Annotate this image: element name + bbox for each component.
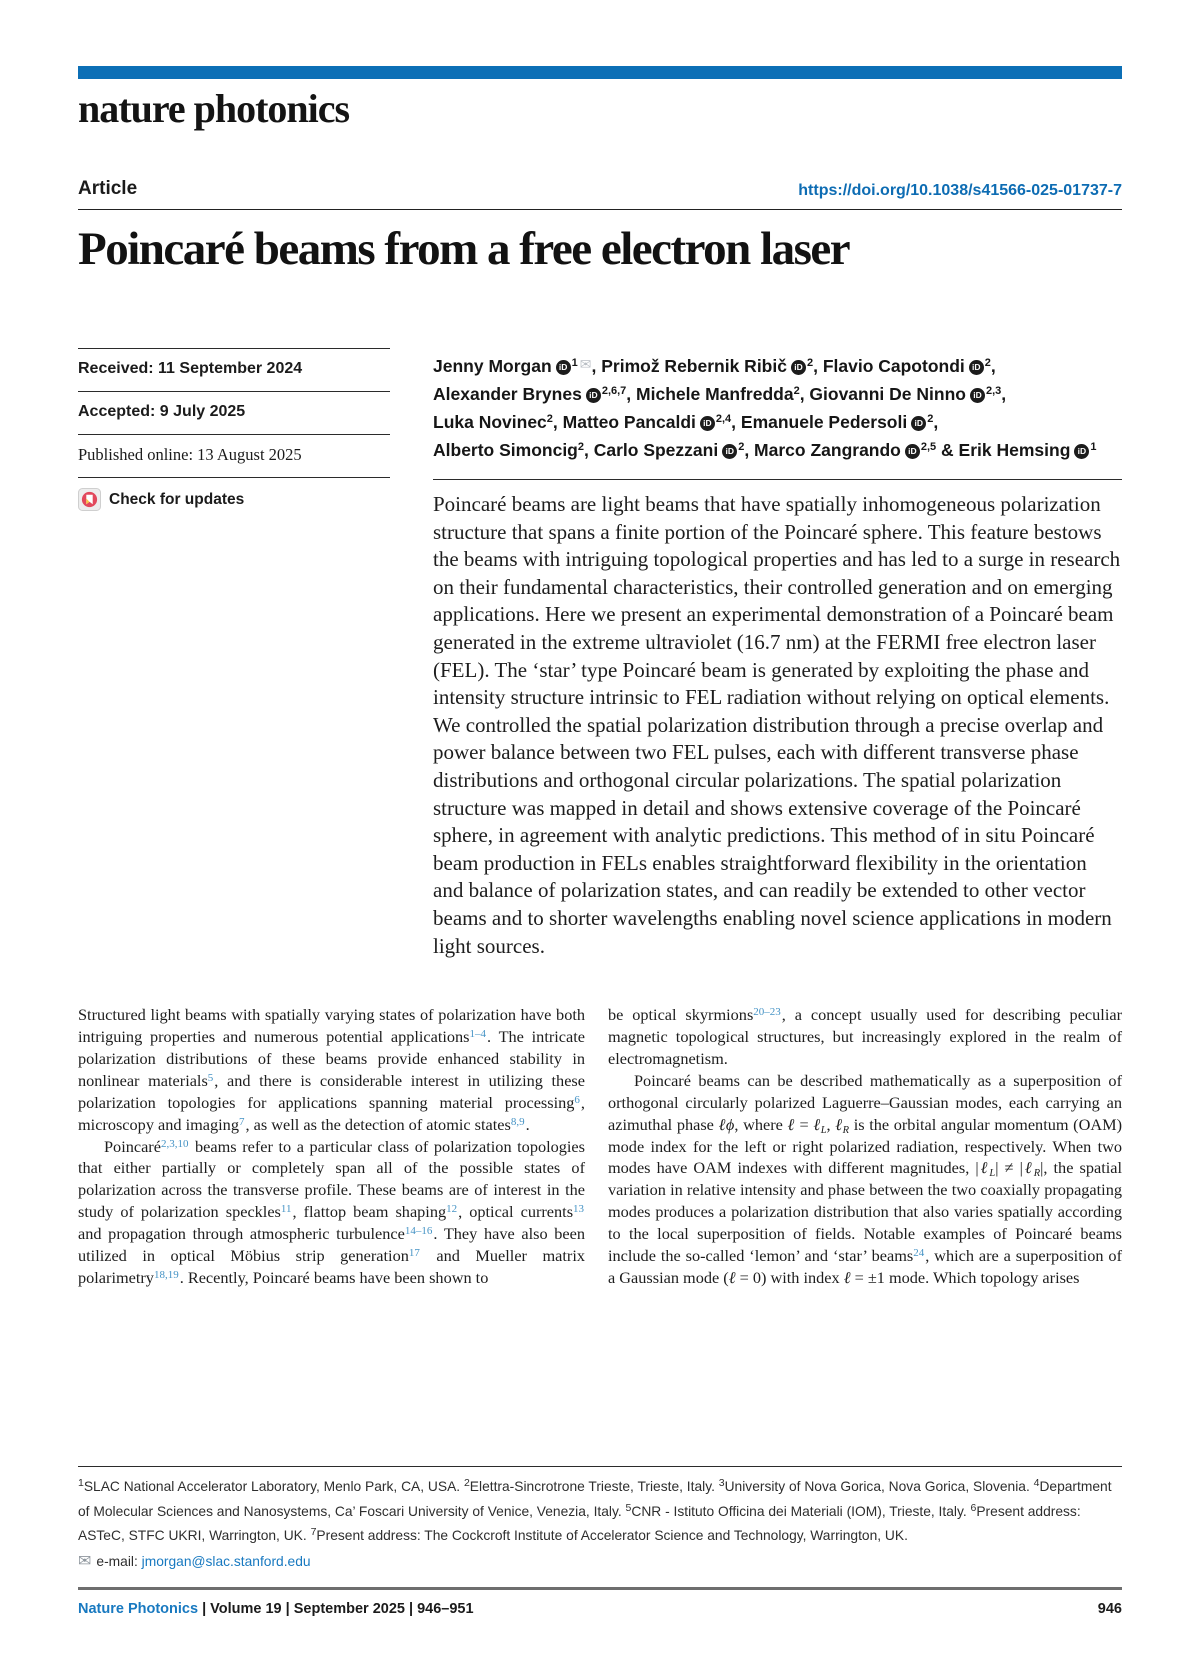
body-column-right [608, 1004, 1122, 1289]
meta-section [78, 348, 1122, 960]
orcid-icon[interactable]: iD [905, 444, 920, 459]
reference-link[interactable]: 8,9 [510, 1115, 525, 1128]
header-rule [78, 209, 1122, 210]
check-for-updates-label: Check for updates [109, 490, 245, 508]
reference-link[interactable]: 5 [207, 1071, 214, 1084]
received-date [78, 348, 390, 391]
reference-link[interactable]: 2,3,10 [160, 1137, 189, 1150]
reference-link[interactable]: 24 [913, 1247, 925, 1260]
math-symbol: ℓ [813, 1114, 821, 1134]
text-link[interactable]: jmorgan@slac.stanford.edu [141, 1553, 311, 1569]
subscript: L [820, 1124, 827, 1136]
article-type-label: Article [78, 178, 138, 199]
article-header-row [78, 178, 1122, 200]
footer-citation: Nature Photonics | Volume 19 | September 2025 | 946–951 [78, 1601, 474, 1618]
brand-bar [78, 66, 1122, 79]
body-paragraph: Poincaré$^{2,3,10}$ beams refer to a particular class of polarization topologies that either partially or completely span all of the possible states of polarization across the transverse profile. These beams are of interest in the study of polarization speckles$^{11}$, flattop beam shaping$^{12}$, optical currents$^{13}$ and propagation through atmospheric turbulence$^{14-16}$. They have also been utilized in optical Möbius strip generation$^{17}$ and Mueller matrix polarimetry$^{18,19}$. Recently, Poincaré beams have been shown to [78, 1136, 585, 1287]
reference-link[interactable]: 7 [238, 1115, 245, 1128]
author-line: Alexander Brynes iD $^{2,6,7}$, Michele Manfredda$^2$, Giovanni De Ninno iD $^{2,3}$, [433, 384, 1007, 404]
footer-row [78, 1601, 1122, 1617]
orcid-icon[interactable]: iD [791, 360, 806, 375]
abstract: Poincaré beams are light beams that have spatially inhomogeneous polarization structure that spans a finite portion of the Poincaré sphere. This feature bestows the beams with intriguing topological properties and has led to a surge in research on their fundamental characteristics, their controlled generation and on emerging applications. Here we present an experimental demonstration of a Poincaré beam generated in the extreme ultraviolet (16.7 nm) at the FERMI free electron laser (FEL). The ‘star’ type Poincaré beam is generated by exploiting the phase and intensity structure intrinsic to FEL radiation without relying on optical elements. We controlled the spatial polarization distribution through a precise overlap and power balance between two FEL pulses, each with different transverse phase distributions and orthogonal circular polarizations. The spatial polarization structure was mapped in detail and shows extensive coverage of the Poincaré sphere, in agreement with analytic predictions. This method of in situ Poincaré beam production in FELs enables straightforward flexibility in the orientation and balance of polarization states, and can readily be extended to other vector beams and to shorter wavelengths enabling novel science applications in modern light sources. [433, 492, 1121, 958]
orcid-icon[interactable]: iD [969, 360, 984, 375]
body-column-left [78, 1004, 585, 1289]
affiliation-superscript: 2 [927, 413, 934, 425]
affiliation-superscript: 7 [310, 1526, 317, 1539]
affiliation-superscript: 2 [793, 385, 800, 397]
reference-link[interactable]: 13 [573, 1203, 585, 1216]
affiliation-superscript: 3 [718, 1477, 725, 1489]
accepted-date [78, 391, 390, 434]
affiliation-superscript: 4 [1033, 1477, 1040, 1489]
article-page [78, 66, 1122, 1659]
body-paragraph: be optical skyrmions$^{20-23}$, a concept usually used for describing peculiar magnetic topological structures, but increasingly explored in the realm of electromagnetism. [608, 1005, 1122, 1068]
dates-column [78, 348, 390, 960]
reference-link[interactable]: 6 [574, 1093, 580, 1106]
affiliation-superscript: 5 [625, 1501, 632, 1514]
subscript: L [989, 1168, 996, 1180]
authors-abstract-column [433, 348, 1122, 960]
affiliation-superscript: 1 [571, 357, 578, 369]
math-symbol: ℓ [1022, 1158, 1034, 1178]
affiliation-superscript: 2 [546, 413, 553, 425]
affiliation-superscript: 1 [1090, 441, 1097, 453]
page-number: 946 [1097, 1601, 1122, 1618]
received-date-text: Received: 11 September 2024 [78, 360, 303, 377]
orcid-icon[interactable]: iD [700, 416, 715, 431]
accepted-date-text: Accepted: 9 July 2025 [78, 403, 246, 420]
affiliation-superscript: 2,6,7 [601, 385, 627, 397]
orcid-icon[interactable]: iD [722, 444, 737, 459]
published-date-text: Published online: 13 August 2025 [78, 445, 302, 464]
math-symbol: ℓ [835, 1114, 843, 1134]
footnote-rule [78, 1466, 1122, 1467]
body-paragraph: Structured light beams with spatially varying states of polarization have both intriguing properties and numerous potential applications$^{1-4}$. The intricate polarization distributions of these beams provide enhanced stability in nonlinear materials$^5$, and there is considerable interest in utilizing these polarization topologies for applications spanning material processing$^6$, microscopy and imaging$^7$, as well as the detection of atomic states$^{8,9}$. [78, 1005, 585, 1134]
orcid-icon[interactable]: iD [911, 416, 926, 431]
orcid-icon[interactable]: iD [1074, 444, 1089, 459]
doi-link[interactable]: https://doi.org/10.1038/s41566-025-01737-7 [798, 182, 1122, 199]
reference-link[interactable]: 12 [446, 1203, 458, 1216]
author-list [433, 352, 1122, 464]
math-symbol: ℓ [787, 1114, 795, 1134]
reference-link[interactable]: 14–16 [404, 1225, 433, 1238]
affiliation-superscript: 2 [984, 357, 991, 369]
math-symbol: ℓ [728, 1267, 736, 1287]
subscript: R [1033, 1168, 1041, 1180]
math-symbol: ℓ [843, 1267, 851, 1287]
crossmark-icon [78, 488, 101, 511]
orcid-icon[interactable]: iD [970, 388, 985, 403]
reference-link[interactable]: 11 [280, 1203, 292, 1216]
subscript: R [842, 1124, 850, 1136]
footnote-area [78, 1466, 1122, 1617]
affiliation-superscript: 2,5 [920, 441, 937, 453]
text-link[interactable]: Nature Photonics [78, 1601, 199, 1618]
abstract-rule [433, 479, 1122, 480]
page-title: Poincaré beams from a free electron laser [78, 223, 850, 275]
math-symbol: ℓ [978, 1158, 990, 1178]
envelope-icon[interactable]: ✉ [579, 357, 592, 373]
affiliation-superscript: 2 [463, 1477, 470, 1489]
affiliation-superscript: 2,3 [985, 385, 1002, 397]
author-line: Alberto Simoncig$^2$, Carlo Spezzani iD $^2$, Marco Zangrando iD $^{2,5}$ & Erik Hemsing iD $^1$ [433, 440, 1097, 460]
footer-rule [78, 1587, 1122, 1590]
reference-link[interactable]: 1–4 [469, 1028, 487, 1040]
orcid-icon[interactable]: iD [586, 388, 601, 403]
affiliations: $^1$SLAC National Accelerator Laboratory, Menlo Park, CA, USA. $^2$Elettra-Sincrotrone Trieste, Trieste, Italy. $^3$University of Nova Gorica, Nova Gorica, Slovenia. $^4$Department of Molecular Sciences and Nanosystems, Ca’ Foscari University of Venice, Venezia, Italy. $^5$CNR - Istituto Officina dei Materiali (IOM), Trieste, Italy. $^6$Present address: ASTeC, STFC UKRI, Warrington, UK. $^7$Present address: The Cockcroft Institute of Accelerator Science and Technology, Warrington, UK. ✉ e-mail: jmorgan@slac.stanford.edu [78, 1477, 1112, 1570]
affiliation-superscript: 2,4 [715, 413, 732, 425]
reference-link[interactable]: 17 [408, 1247, 420, 1260]
math-symbol: ℓϕ [718, 1114, 735, 1134]
body-paragraph: Poincaré beams can be described mathematically as a superposition of orthogonal circularly polarized Laguerre–Gaussian modes, each carrying an azimuthal phase ℓϕ, where ℓ = ℓL, ℓR is the orbital angular momentum (OAM) mode index for the left or right polarized radiation, respectively. When two modes have OAM indexes with different magnitudes, |ℓL| ≠ |ℓR|, the spatial variation in relative intensity and phase between the two coaxially propagating modes produces a polarization distribution that also varies spatially according to the local superposition of fields. Notable examples of Poincaré beams include the so-called ‘lemon’ and ‘star’ beams$^{24}$, which are a superposition of a Gaussian mode (ℓ = 0) with index ℓ = ±1 mode. Which topology arises [608, 1070, 1123, 1287]
affiliation-superscript: 2 [806, 357, 814, 369]
affiliation-superscript: 1 [78, 1477, 84, 1489]
reference-link[interactable]: 18,19 [153, 1268, 179, 1281]
check-for-updates-button[interactable] [78, 477, 390, 523]
affiliation-superscript: 6 [970, 1501, 977, 1514]
journal-logo: nature photonics [78, 86, 350, 131]
envelope-icon: ✉ [78, 1550, 92, 1570]
body-text [78, 1004, 1122, 1289]
author-line: Luka Novinec$^2$, Matteo Pancaldi iD $^{2,4}$, Emanuele Pedersoli iD $^2$, [433, 412, 939, 432]
affiliation-superscript: 2 [577, 441, 584, 453]
orcid-icon[interactable]: iD [556, 360, 571, 375]
reference-link[interactable]: 20–23 [753, 1006, 781, 1019]
author-line: Jenny Morgan iD $^1$ ✉, Primož Rebernik Ribič iD $^2$, Flavio Capotondi iD $^2$, [433, 356, 996, 376]
affiliation-superscript: 2 [738, 441, 745, 453]
published-date [78, 434, 390, 477]
